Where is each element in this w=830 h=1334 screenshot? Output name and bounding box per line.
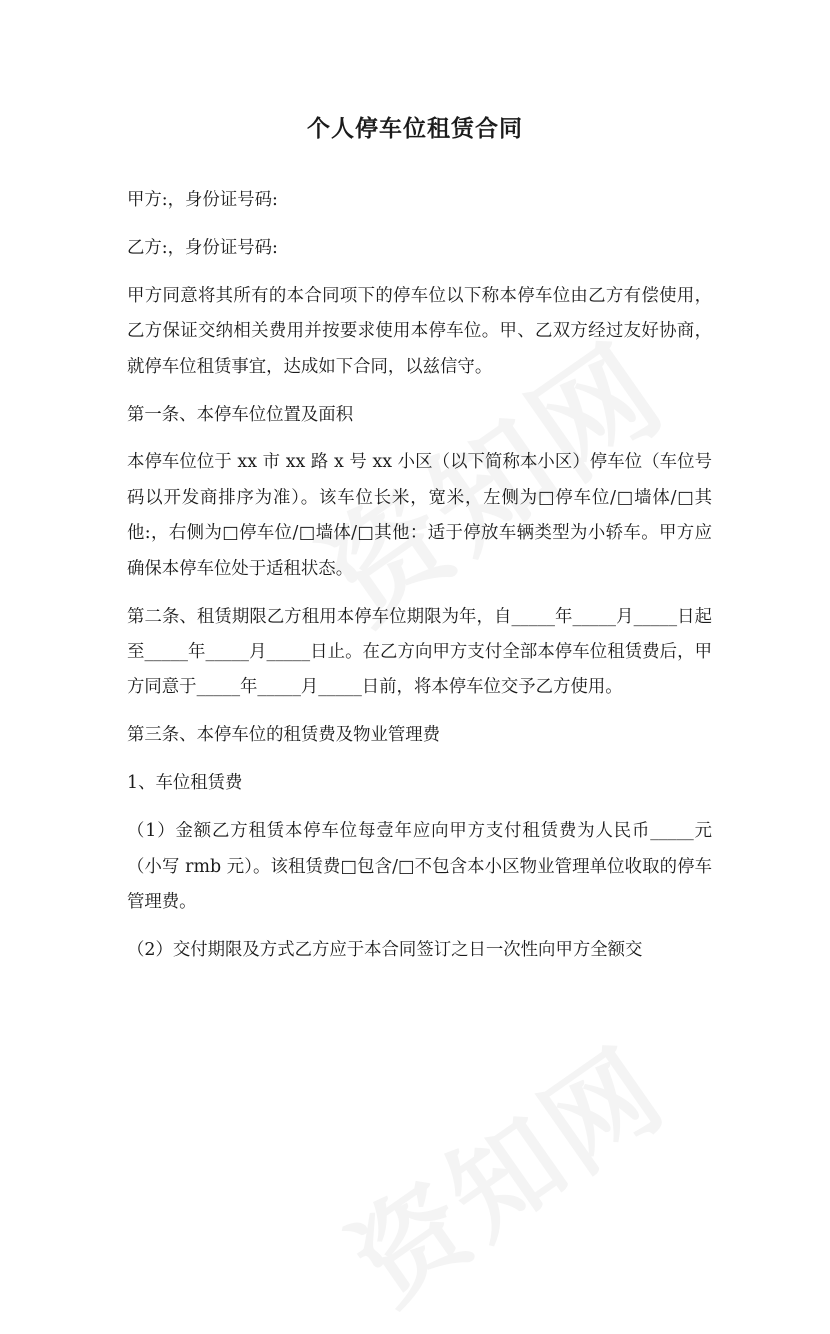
article-1-paragraph: 本停车位位于 xx 市 xx 路 x 号 xx 小区（以下简称本小区）停车位（车位号码以开发商排序为准）。该车位长米，宽米，左侧为□停车位/□墙体/□其他:，右侧为□停车位/□墙体/□其他：适于停放车辆类型为小轿车。甲方应确保本停车位处于适租状态。 [127, 452, 712, 579]
watermark [316, 1004, 692, 1333]
party-b-line: 乙方:，身份证号码: [127, 237, 278, 258]
article-2-paragraph: 第二条、租赁期限乙方租用本停车位期限为年，自_____年_____月_____日起至_____年_____月_____日止。在乙方向甲方支付全部本停车位租赁费后，甲方同意于_____年_____月_____日前，将本停车位交予乙方使用。 [127, 606, 712, 698]
party-a-line: 甲方:，身份证号码: [127, 190, 278, 210]
clause-2-paragraph: （2）交付期限及方式乙方应于本合同签订之日一次性向甲方全额交 [127, 939, 643, 960]
article-1-heading: 第一条、本停车位位置及面积 [127, 404, 354, 425]
preamble-paragraph: 甲方同意将其所有的本合同项下的停车位以下称本停车位由乙方有偿使用，乙方保证交纳相关费用并按要求使用本停车位。甲、乙双方经过友好协商，就停车位租赁事宜，达成如下合同，以兹信守。 [127, 285, 712, 377]
document-body [127, 183, 712, 981]
clause-1-paragraph: （1）金额乙方租赁本停车位每壹年应向甲方支付租赁费为人民币_____元（小写 rmb 元）。该租赁费□包含/□不包含本小区物业管理单位收取的停车管理费。 [127, 821, 712, 912]
article-3-heading: 第三条、本停车位的租赁费及物业管理费 [127, 725, 441, 746]
document-title: 个人停车位租赁合同 [307, 115, 523, 142]
section-1-heading: 1、车位租赁费 [127, 773, 243, 794]
